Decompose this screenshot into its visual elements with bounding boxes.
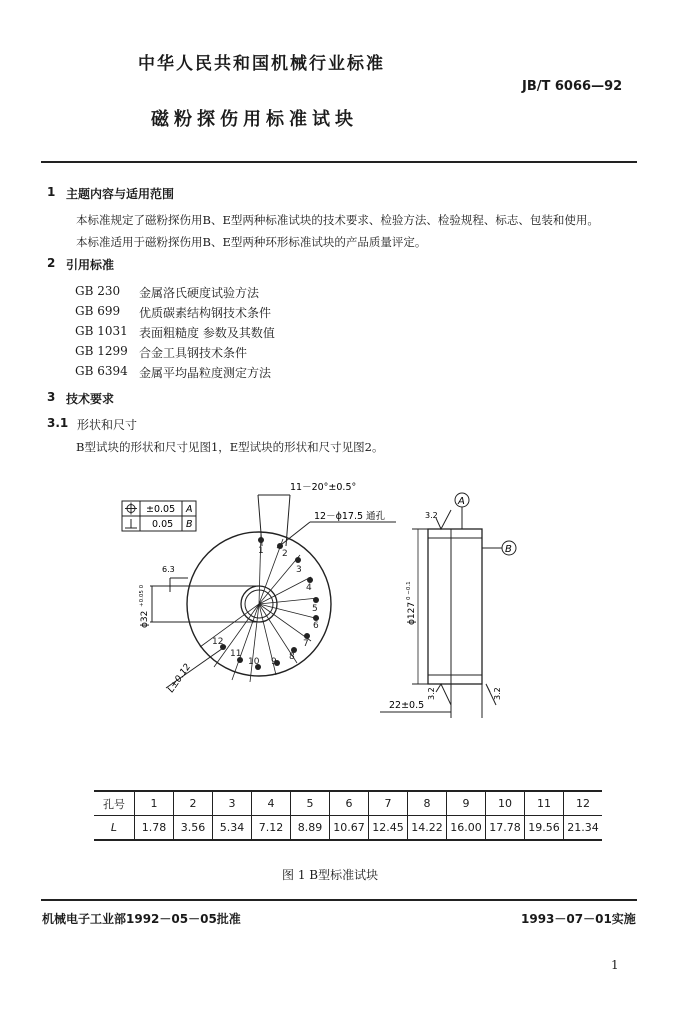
figure-caption: 图 1 B型标准试块 xyxy=(282,868,379,882)
table-cell: 21.34 xyxy=(564,816,603,841)
hole-number: 5 xyxy=(312,604,318,614)
table-cell: 9 xyxy=(447,791,486,816)
reference-name: 合金工具钢技术条件 xyxy=(139,346,248,360)
tolerance-1-value: ±0.05 xyxy=(146,504,176,515)
width-note: 22±0.5 xyxy=(389,700,425,711)
table-cell: 5.34 xyxy=(213,816,252,841)
datum-a-label: A xyxy=(458,496,465,507)
table-row xyxy=(94,791,602,816)
table-cell: 19.56 xyxy=(525,816,564,841)
table-cell: 8.89 xyxy=(291,816,330,841)
reference-name: 金属洛氏硬度试验方法 xyxy=(139,286,260,300)
table-header-label: L xyxy=(94,816,135,841)
reference-code: GB 1299 xyxy=(75,344,128,358)
reference-code: GB 6394 xyxy=(75,364,128,378)
section-1-number: 1 xyxy=(47,185,56,199)
table-cell: 12 xyxy=(564,791,603,816)
roughness-inner: 6.3 xyxy=(162,565,175,574)
tolerance-1-datum: A xyxy=(186,504,193,515)
reference-code: GB 699 xyxy=(75,304,121,318)
roughness-bottom-left: 3.2 xyxy=(427,687,436,700)
table-cell: 2 xyxy=(174,791,213,816)
table-cell: 7 xyxy=(369,791,408,816)
standard-code: JB/T 6066—92 xyxy=(522,79,623,94)
table-cell: 7.12 xyxy=(252,816,291,841)
hole-number: 3 xyxy=(296,565,302,575)
inner-diameter-tolerance: +0.05 0 xyxy=(139,584,145,607)
document-title: 磁粉探伤用标准试块 xyxy=(151,109,358,130)
section-3-1-number: 3.1 xyxy=(47,416,69,430)
angle-note: 11－20°±0.5° xyxy=(290,482,357,493)
section-2-title: 引用标准 xyxy=(66,258,115,272)
table-cell: 16.00 xyxy=(447,816,486,841)
table-cell: 11 xyxy=(525,791,564,816)
section-3-title: 技术要求 xyxy=(66,392,115,406)
reference-name: 优质碳素结构钢技术条件 xyxy=(139,306,272,320)
datum-b-label: B xyxy=(505,544,512,555)
outer-diameter-tolerance: 0 −0.1 xyxy=(406,581,412,600)
outer-diameter: ϕ127 xyxy=(407,601,417,625)
table-cell: 1 xyxy=(135,791,174,816)
hole-number: 2 xyxy=(282,549,288,559)
figure-1-drawing xyxy=(0,460,689,790)
hole-number: 9 xyxy=(271,657,277,667)
table-cell: 1.78 xyxy=(135,816,174,841)
section-3-1-paragraph: B型试块的形状和尺寸见图1，E型试块的形状和尺寸见图2。 xyxy=(76,440,384,454)
table-cell: 6 xyxy=(330,791,369,816)
table-cell: 17.78 xyxy=(486,816,525,841)
distance-note: L±0.12 xyxy=(166,662,194,695)
hole-number: 12 xyxy=(212,637,224,647)
reference-name: 金属平均晶粒度测定方法 xyxy=(139,366,272,380)
hole-number: 6 xyxy=(313,621,319,631)
header-rule xyxy=(41,161,637,163)
hole-number-labels xyxy=(212,546,319,667)
roughness-bottom-right: 3.2 xyxy=(493,687,502,700)
table-cell: 10.67 xyxy=(330,816,369,841)
tolerance-2-value: 0.05 xyxy=(152,519,174,530)
hole-number: 7 xyxy=(303,639,309,649)
hole-number: 10 xyxy=(248,657,260,667)
tolerance-2-datum: B xyxy=(186,519,193,530)
inner-diameter: ϕ32 xyxy=(140,610,150,628)
reference-code: GB 1031 xyxy=(75,324,128,338)
section-3-number: 3 xyxy=(47,390,56,404)
roughness-top: 3.2 xyxy=(425,511,438,520)
table-header-label: 孔号 xyxy=(94,791,135,816)
table-cell: 3 xyxy=(213,791,252,816)
hole-number: 4 xyxy=(306,583,312,593)
standard-org: 中华人民共和国机械行业标准 xyxy=(138,54,385,74)
section-1-title: 主题内容与适用范围 xyxy=(66,187,175,201)
reference-name: 表面粗糙度 参数及其数值 xyxy=(139,326,275,340)
table-cell: 3.56 xyxy=(174,816,213,841)
effective-date: 1993－07－01实施 xyxy=(521,912,636,926)
table-cell: 12.45 xyxy=(369,816,408,841)
side-view-body xyxy=(428,529,482,684)
table-row xyxy=(94,816,602,841)
table-cell: 4 xyxy=(252,791,291,816)
section-2-number: 2 xyxy=(47,256,56,270)
section-1-paragraph-1: 本标准规定了磁粉探伤用B、E型两种标准试块的技术要求、检验方法、检验规程、标志、包装和使用。 xyxy=(76,213,599,227)
footer-rule xyxy=(41,899,637,901)
table-cell: 10 xyxy=(486,791,525,816)
section-1-paragraph-2: 本标准适用于磁粉探伤用B、E型两种环形标准试块的产品质量评定。 xyxy=(76,235,427,249)
reference-code: GB 230 xyxy=(75,284,121,298)
table-cell: 8 xyxy=(408,791,447,816)
table-cell: 14.22 xyxy=(408,816,447,841)
holes-note: 12－ϕ17.5 通孔 xyxy=(314,511,386,522)
hole-number: 1 xyxy=(258,546,264,556)
hole-number: 8 xyxy=(289,652,295,662)
page-number: 1 xyxy=(611,958,619,972)
hole-number: 11 xyxy=(230,649,242,659)
table-cell: 5 xyxy=(291,791,330,816)
approval-line: 机械电子工业部1992－05－05批准 xyxy=(42,912,241,926)
section-3-1-title: 形状和尺寸 xyxy=(77,418,138,432)
hole-distance-table xyxy=(94,790,602,841)
